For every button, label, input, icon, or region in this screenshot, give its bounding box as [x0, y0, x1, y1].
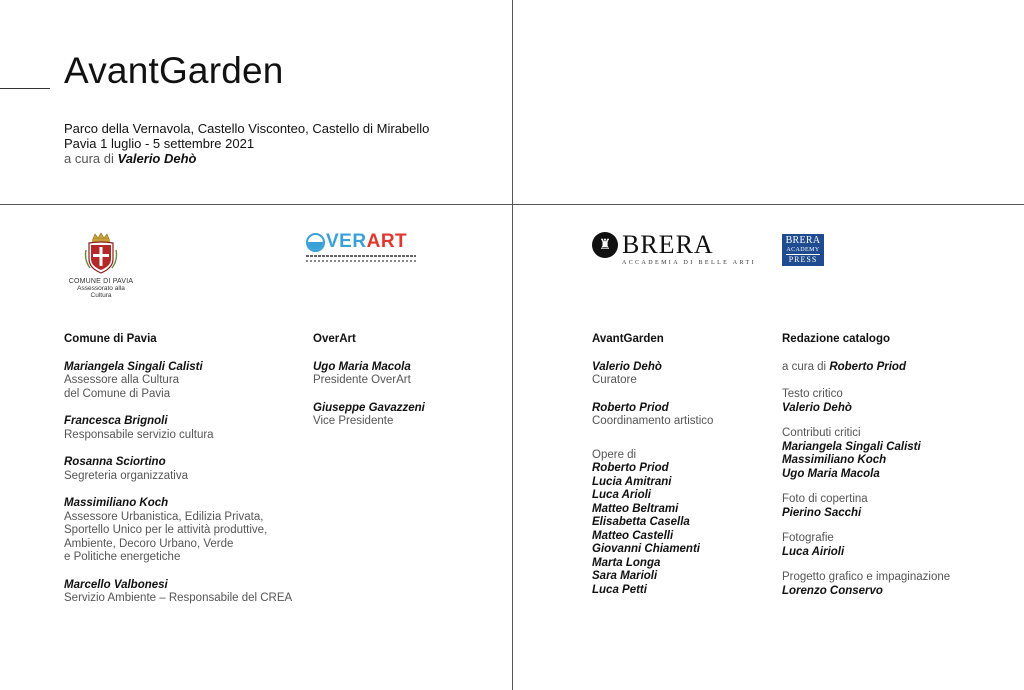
column-title: Redazione catalogo — [782, 333, 890, 345]
credit-name: Ugo Maria Macola — [313, 360, 411, 373]
credit-entry — [313, 361, 503, 388]
works-label: Opere di — [592, 448, 637, 461]
avantgarden-column — [592, 333, 762, 597]
contributi-label: Contributi critici — [782, 427, 861, 439]
artist-name: Luca Petti — [592, 583, 647, 596]
contributi-name: Ugo Maria Macola — [782, 467, 880, 480]
artist-name: Giovanni Chiamenti — [592, 543, 700, 555]
pavia-logo — [66, 232, 136, 299]
progetto-label: Progetto grafico e impaginazione — [782, 571, 951, 583]
artist-name: Roberto Priod — [592, 462, 669, 474]
overart-ver: VER — [326, 231, 367, 252]
dates-line: Pavia 1 luglio - 5 settembre 2021 — [64, 136, 255, 151]
credit-name: Roberto Priod — [592, 401, 669, 414]
center-divider — [512, 0, 513, 690]
horizontal-divider — [0, 204, 1024, 205]
overart-logo-icon — [306, 232, 426, 252]
brera-logo — [592, 232, 756, 266]
artist-name: Luca Arioli — [592, 489, 651, 501]
curator-line — [64, 151, 196, 166]
column-title: OverArt — [313, 333, 356, 345]
curator-name: Valerio Dehò — [117, 151, 197, 166]
fotografie-label: Fotografie — [782, 532, 834, 544]
credit-role: Assessore Urbanistica, Edilizia Privata, — [64, 510, 264, 523]
brera-wordmark: BRERA — [622, 230, 714, 259]
credit-role: Servizio Ambiente – Responsabile del CREA — [64, 592, 293, 604]
cura-line — [782, 361, 982, 375]
credit-role: e Politiche energetiche — [64, 551, 181, 563]
credit-role: del Comune di Pavia — [64, 387, 171, 400]
brera-press-logo-icon — [782, 234, 824, 266]
cura-name: Roberto Priod — [829, 360, 906, 373]
contributi-name: Massimiliano Koch — [782, 454, 887, 466]
overart-logo — [306, 232, 426, 262]
curator-prefix: a cura di — [64, 151, 114, 166]
credit-entry — [64, 415, 300, 442]
testo-label: Testo critico — [782, 388, 843, 400]
credit-entry — [64, 497, 300, 565]
credit-entry — [64, 361, 300, 402]
credit-name: Mariangela Singali Calisti — [64, 360, 203, 373]
foto-label: Foto di copertina — [782, 493, 868, 505]
pavia-name: COMUNE DI PAVIA — [68, 278, 134, 285]
press-line-1: BRERA — [785, 235, 821, 246]
press-line-2: ACADEMY — [786, 247, 820, 253]
credit-entry — [313, 402, 503, 429]
credit-entry — [64, 579, 300, 606]
comune-column — [64, 333, 300, 620]
column-title: AvantGarden — [592, 333, 664, 345]
overart-tagline-graphic — [306, 255, 416, 257]
pavia-crest-icon — [84, 232, 118, 276]
credit-role: Ambiente, Decoro Urbano, Verde — [64, 537, 234, 550]
foto-name: Pierino Sacchi — [782, 506, 862, 519]
credit-role: Assessore alla Cultura — [64, 374, 180, 386]
brera-subtitle: ACCADEMIA DI BELLE ARTI — [622, 260, 757, 266]
credit-role: Vice Presidente — [313, 415, 394, 427]
credit-role: Segreteria organizzativa — [64, 469, 189, 482]
artist-name: Marta Longa — [592, 556, 661, 569]
column-title: Comune di Pavia — [64, 333, 157, 345]
cura-prefix: a cura di — [782, 360, 827, 373]
artist-name: Lucia Amitrani — [592, 475, 672, 488]
fotografie-name: Luca Airioli — [782, 545, 845, 558]
credit-role: Responsabile servizio cultura — [64, 428, 214, 441]
artist-name: Matteo Castelli — [592, 529, 674, 542]
progetto-name: Lorenzo Conservo — [782, 584, 883, 597]
credit-name: Marcello Valbonesi — [64, 578, 168, 591]
overart-tagline-graphic-2 — [306, 260, 416, 262]
credit-name: Giuseppe Gavazzeni — [313, 401, 425, 414]
overart-rt: RT — [380, 231, 408, 252]
catalogo-column — [782, 333, 982, 598]
credit-name: Francesca Brignoli — [64, 415, 168, 427]
credit-entry — [592, 402, 762, 429]
overart-column — [313, 333, 503, 443]
credit-role: Curatore — [592, 374, 637, 386]
testo-name: Valerio Dehò — [782, 401, 852, 414]
credit-entry — [592, 361, 762, 388]
press-line-3: PRESS — [786, 254, 820, 264]
overart-a: A — [366, 231, 381, 252]
credit-role: Sportello Unico per le attività produttive, — [64, 524, 268, 536]
page-title: AvantGarden — [64, 50, 284, 91]
brera-logo-icon: ♜ — [592, 232, 618, 258]
credit-name: Rosanna Sciortino — [64, 456, 166, 468]
artist-name: Sara Marioli — [592, 570, 658, 582]
credit-entry — [64, 456, 300, 483]
artist-name: Matteo Beltrami — [592, 502, 679, 515]
contributi-name: Mariangela Singali Calisti — [782, 440, 921, 453]
credit-name: Massimiliano Koch — [64, 497, 169, 509]
credit-role: Coordinamento artistico — [592, 415, 714, 427]
title-rule — [0, 88, 50, 89]
overart-o-mark — [306, 233, 325, 252]
venue-line: Parco della Vernavola, Castello Visconteo, Castello di Mirabello — [64, 121, 430, 136]
credit-name: Valerio Dehò — [592, 360, 662, 373]
credit-role: Presidente OverArt — [313, 374, 411, 386]
pavia-dept: Assessorato alla Cultura — [77, 285, 125, 299]
artist-name: Elisabetta Casella — [592, 516, 690, 528]
